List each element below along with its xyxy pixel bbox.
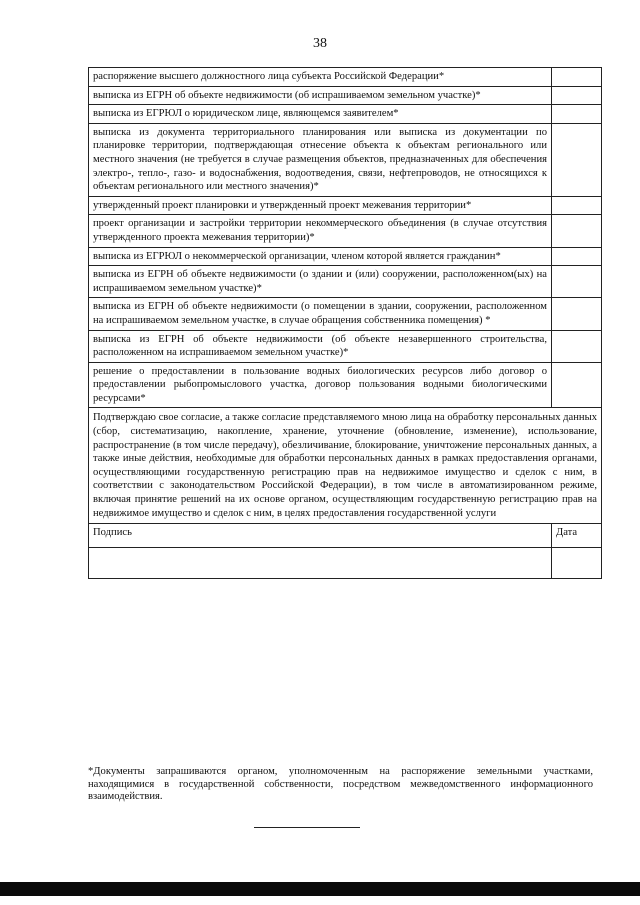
footnote: *Документы запрашиваются органом, уполномоченным на распоряжение земельными участками, находящимися в государственной собственности, посредством межведомственного информационного взаимодействия. — [88, 766, 593, 802]
document-checkbox-cell[interactable] — [552, 105, 602, 124]
document-checkbox-cell[interactable] — [552, 196, 602, 215]
document-item-text: утвержденный проект планировки и утвержденный проект межевания территории* — [89, 196, 552, 215]
separator-line — [254, 827, 360, 828]
signature-label: Подпись — [89, 524, 552, 548]
consent-row — [89, 408, 602, 524]
document-item-text: выписка из ЕГРН об объекте недвижимости (об испрашиваемом земельном участке)* — [89, 86, 552, 105]
document-row — [89, 362, 602, 408]
document-checkbox-cell[interactable] — [552, 247, 602, 266]
document-checkbox-cell[interactable] — [552, 330, 602, 362]
document-item-text: выписка из ЕГРН об объекте недвижимости (об объекте незавершенного строительства, расположенном на испрашиваемом земельном участке)* — [89, 330, 552, 362]
document-checkbox-cell[interactable] — [552, 68, 602, 87]
document-row — [89, 68, 602, 87]
document-item-text: проект организации и застройки территории некоммерческого объединения (в случае отсутствия утвержденного проекта межевания территории)* — [89, 215, 552, 247]
document-item-text: решение о предоставлении в пользование водных биологических ресурсов либо договор о предоставлении рыбопромыслового участка, договор пользования водными биологическими ресурсами* — [89, 362, 552, 408]
document-checkbox-cell[interactable] — [552, 215, 602, 247]
signature-row — [89, 524, 602, 548]
consent-text: Подтверждаю свое согласие, а также согласие представляемого мною лица на обработку персональных данных (сбор, систематизацию, накопление, хранение, уточнение (обновление, изменение), использование, распространение (в том числе передачу), обезличивание, блокирование, уничтожение персональных данных, а также иные действия, необходимые для обработки персональных данных в рамках предоставления органами, осуществляющими государственную регистрацию прав на недвижимое имущество и сделок с ним, в соответствии с законодательством Российской Федерации), в том числе в автоматизированном режиме, включая принятие решений на их основе органом, осуществляющим государственную регистрацию прав на недвижимое имущество и сделок с ним, в целях предоставления государственной услуги — [89, 408, 602, 524]
document-checkbox-cell[interactable] — [552, 86, 602, 105]
document-item-text: распоряжение высшего должностного лица субъекта Российской Федерации* — [89, 68, 552, 87]
document-checkbox-cell[interactable] — [552, 298, 602, 330]
date-field[interactable] — [552, 548, 602, 579]
scan-border — [0, 882, 640, 896]
document-item-text: выписка из ЕГРН об объекте недвижимости (о здании и (или) сооружении, расположенном(ых) на испрашиваемом земельном участке)* — [89, 266, 552, 298]
documents-table — [88, 67, 602, 579]
document-checkbox-cell[interactable] — [552, 123, 602, 196]
document-item-text: выписка из ЕГРЮЛ о юридическом лице, являющемся заявителем* — [89, 105, 552, 124]
document-item-text: выписка из ЕГРН об объекте недвижимости (о помещении в здании, сооружении, расположенном на испрашиваемом земельном участке, в случае обращения собственника помещения) * — [89, 298, 552, 330]
document-row — [89, 215, 602, 247]
document-row — [89, 196, 602, 215]
page-number: 38 — [313, 36, 327, 51]
document-row — [89, 266, 602, 298]
document-row — [89, 123, 602, 196]
document-row — [89, 298, 602, 330]
document-row — [89, 105, 602, 124]
document-checkbox-cell[interactable] — [552, 266, 602, 298]
document-row — [89, 330, 602, 362]
signature-value-row — [89, 548, 602, 579]
date-label: Дата — [552, 524, 602, 548]
document-checkbox-cell[interactable] — [552, 362, 602, 408]
document-item-text: выписка из документа территориального планирования или выписка из документации по планировке территории, подтверждающая отнесение объекта к объектам регионального или местного значения (не требуется в случае размещения объектов, предназначенных для обеспечения электро-, тепло-, газо- и водоснабжения, водоотведения, связи, нефтепроводов, не относящихся к объектам регионального или местного значения)* — [89, 123, 552, 196]
document-item-text: выписка из ЕГРЮЛ о некоммерческой организации, членом которой является гражданин* — [89, 247, 552, 266]
document-row — [89, 247, 602, 266]
document-row — [89, 86, 602, 105]
signature-field[interactable] — [89, 548, 552, 579]
